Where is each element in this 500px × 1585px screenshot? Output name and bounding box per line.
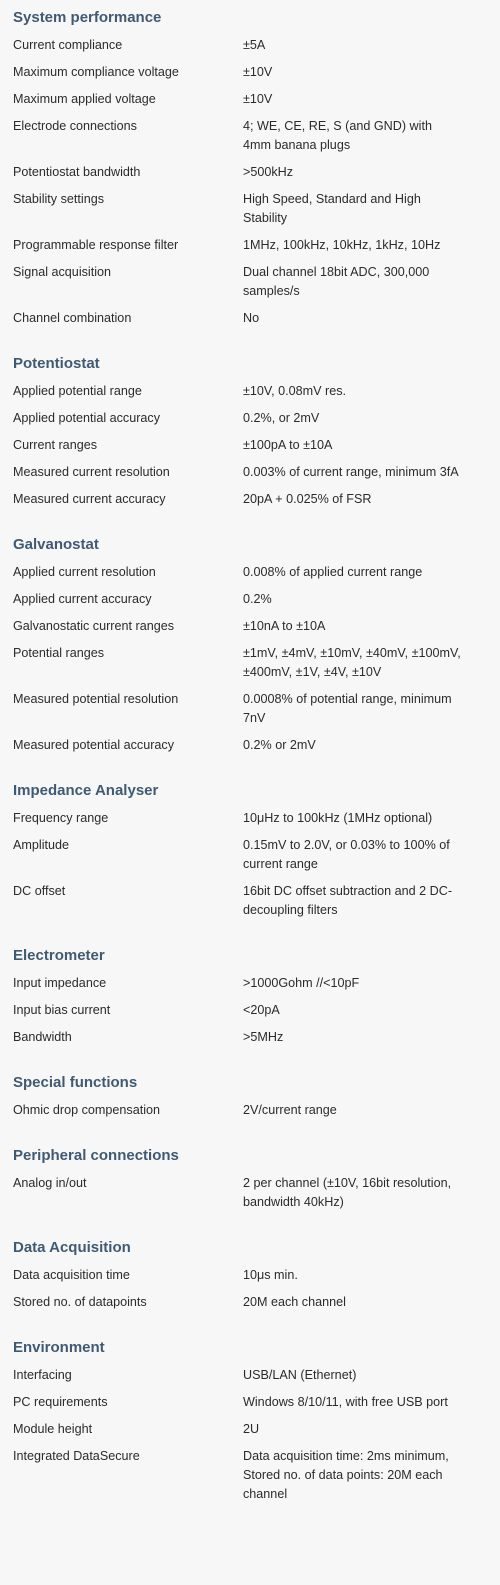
spec-label: Current ranges (13, 438, 97, 452)
spec-label: Applied current resolution (13, 565, 156, 579)
spec-value: High Speed, Standard and High Stability (243, 192, 421, 225)
spec-label: DC offset (13, 884, 66, 898)
spec-row (0, 682, 500, 728)
spec-section (0, 1238, 500, 1312)
spec-row (0, 182, 500, 228)
spec-row (0, 455, 500, 482)
spec-value: 0.2% (243, 592, 272, 606)
spec-label: Applied potential accuracy (13, 411, 161, 425)
spec-label: Programmable response filter (13, 238, 179, 252)
spec-row (0, 993, 500, 1020)
spec-label: Applied current accuracy (13, 592, 152, 606)
spec-value: 2V/current range (243, 1103, 337, 1117)
spec-value: 20M each channel (243, 1295, 346, 1309)
spec-value: USB/LAN (Ethernet) (243, 1368, 357, 1382)
spec-label: PC requirements (13, 1395, 108, 1409)
spec-value: ±10nA to ±10A (243, 619, 326, 633)
spec-value: Data acquisition time: 2ms minimum, Stored no. of data points: 20M each channel (243, 1449, 449, 1501)
spec-section (0, 535, 500, 755)
spec-row (0, 401, 500, 428)
spec-label: Data acquisition time (13, 1268, 130, 1282)
spec-value: No (243, 311, 260, 325)
spec-row (0, 428, 500, 455)
section-title: Galvanostat (13, 536, 99, 553)
spec-row (0, 1020, 500, 1047)
spec-row (0, 482, 500, 509)
spec-row (0, 1412, 500, 1439)
section-title: Data Acquisition (13, 1239, 131, 1256)
spec-label: Measured potential accuracy (13, 738, 175, 752)
spec-row (0, 636, 500, 682)
spec-section (0, 781, 500, 920)
spec-label: Maximum compliance voltage (13, 65, 179, 79)
spec-row (0, 609, 500, 636)
spec-value: 0.2% or 2mV (243, 738, 316, 752)
spec-value: >500kHz (243, 165, 294, 179)
spec-value: 0.0008% of potential range, minimum 7nV (243, 692, 452, 725)
spec-value: 0.2%, or 2mV (243, 411, 320, 425)
spec-label: Amplitude (13, 838, 70, 852)
spec-row (0, 1258, 500, 1285)
spec-label: Interfacing (13, 1368, 72, 1382)
spec-value: >5MHz (243, 1030, 284, 1044)
spec-value: 1MHz, 100kHz, 10kHz, 1kHz, 10Hz (243, 238, 441, 252)
spec-row (0, 1166, 500, 1212)
spec-value: ±10V, 0.08mV res. (243, 384, 347, 398)
spec-label: Ohmic drop compensation (13, 1103, 160, 1117)
spec-label: Applied potential range (13, 384, 142, 398)
spec-label: Channel combination (13, 311, 132, 325)
spec-value: 4; WE, CE, RE, S (and GND) with 4mm banana plugs (243, 119, 432, 152)
spec-section (0, 354, 500, 509)
spec-label: Input bias current (13, 1003, 111, 1017)
spec-label: Input impedance (13, 976, 107, 990)
spec-row (0, 874, 500, 920)
spec-value: ±1mV, ±4mV, ±10mV, ±40mV, ±100mV, ±400mV, ±1V, ±4V, ±10V (243, 646, 461, 679)
spec-label: Potential ranges (13, 646, 105, 660)
spec-row (0, 828, 500, 874)
section-title: Potentiostat (13, 355, 100, 372)
section-title: Electrometer (13, 947, 105, 964)
section-title: Impedance Analyser (13, 782, 159, 799)
spec-value: 10μHz to 100kHz (1MHz optional) (243, 811, 433, 825)
spec-value: >1000Gohm //<10pF (243, 976, 360, 990)
spec-value: ±100pA to ±10A (243, 438, 333, 452)
spec-label: Electrode connections (13, 119, 137, 133)
spec-label: Analog in/out (13, 1176, 87, 1190)
spec-value: 2U (243, 1422, 260, 1436)
spec-label: Potentiostat bandwidth (13, 165, 141, 179)
spec-section (0, 946, 500, 1047)
spec-section (0, 1146, 500, 1212)
spec-value: 20pA + 0.025% of FSR (243, 492, 372, 506)
spec-label: Measured current accuracy (13, 492, 166, 506)
spec-value: 2 per channel (±10V, 16bit resolution, bandwidth 40kHz) (243, 1176, 452, 1209)
spec-value: <20pA (243, 1003, 280, 1017)
spec-value: 0.003% of current range, minimum 3fA (243, 465, 459, 479)
spec-row (0, 966, 500, 993)
spec-value: Windows 8/10/11, with free USB port (243, 1395, 448, 1409)
spec-label: Stored no. of datapoints (13, 1295, 147, 1309)
spec-row (0, 155, 500, 182)
spec-row (0, 1358, 500, 1385)
spec-value: ±10V (243, 92, 273, 106)
spec-label: Stability settings (13, 192, 104, 206)
spec-label: Module height (13, 1422, 93, 1436)
spec-value: 0.15mV to 2.0V, or 0.03% to 100% of current range (243, 838, 450, 871)
spec-label: Galvanostatic current ranges (13, 619, 175, 633)
spec-row (0, 1439, 500, 1504)
spec-value: 16bit DC offset subtraction and 2 DC-decoupling filters (243, 884, 453, 917)
spec-row (0, 255, 500, 301)
spec-row (0, 1093, 500, 1120)
spec-label: Measured potential resolution (13, 692, 179, 706)
spec-label: Maximum applied voltage (13, 92, 156, 106)
spec-row (0, 1285, 500, 1312)
section-title: Environment (13, 1339, 105, 1356)
spec-row (0, 1385, 500, 1412)
spec-row (0, 582, 500, 609)
spec-row (0, 82, 500, 109)
spec-label: Frequency range (13, 811, 109, 825)
spec-row (0, 555, 500, 582)
spec-label: Signal acquisition (13, 265, 112, 279)
spec-section (0, 8, 500, 328)
spec-row (0, 374, 500, 401)
spec-value: Dual channel 18bit ADC, 300,000 samples/s (243, 265, 430, 298)
spec-row (0, 28, 500, 55)
spec-section (0, 1073, 500, 1120)
section-title: Peripheral connections (13, 1147, 179, 1164)
spec-section (0, 1338, 500, 1504)
spec-label: Measured current resolution (13, 465, 170, 479)
spec-label: Bandwidth (13, 1030, 72, 1044)
spec-row (0, 228, 500, 255)
spec-value: 10μs min. (243, 1268, 298, 1282)
spec-row (0, 728, 500, 755)
spec-value: 0.008% of applied current range (243, 565, 423, 579)
section-title: System performance (13, 9, 162, 26)
spec-label: Integrated DataSecure (13, 1449, 140, 1463)
spec-row (0, 109, 500, 155)
section-title: Special functions (13, 1074, 138, 1091)
spec-row (0, 801, 500, 828)
spec-value: ±10V (243, 65, 273, 79)
spec-row (0, 55, 500, 82)
spec-label: Current compliance (13, 38, 123, 52)
spec-value: ±5A (243, 38, 266, 52)
spec-row (0, 301, 500, 328)
